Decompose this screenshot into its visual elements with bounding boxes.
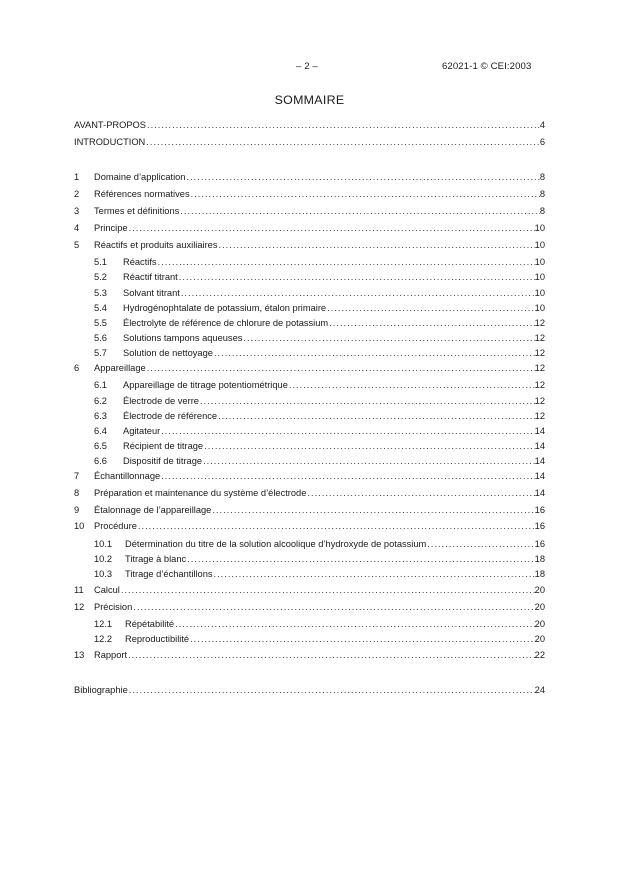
toc-entry-label: Bibliographie	[74, 685, 128, 695]
toc-entry-label: Réactif titrant	[123, 272, 178, 282]
dot-leader	[219, 238, 535, 252]
toc-entry[interactable]	[74, 503, 545, 517]
dot-leader	[204, 439, 535, 453]
toc-entry[interactable]	[74, 519, 545, 533]
toc-entry-page: 12	[534, 333, 545, 343]
toc-entry[interactable]	[74, 187, 545, 201]
toc-entry[interactable]	[74, 632, 545, 646]
toc-entry[interactable]	[74, 683, 545, 697]
toc-entry-page: 12	[534, 411, 545, 421]
dot-leader	[203, 454, 535, 468]
toc-entry-label: Dispositif de titrage	[123, 456, 203, 466]
toc-entry-page: 14	[534, 441, 545, 451]
toc-entry[interactable]	[74, 204, 545, 218]
toc-entry-label: Hydrogénophtalate de potassium, étalon primaire	[123, 303, 327, 313]
toc-entry-label: Calcul	[94, 585, 120, 595]
toc-entry-page: 20	[534, 619, 545, 629]
toc-entry[interactable]	[74, 394, 545, 408]
toc-entry-label: Étalonnage de l’appareillage	[94, 505, 212, 515]
toc-entry-number: 5.5	[94, 318, 107, 328]
toc-entry-page: 12	[534, 380, 545, 390]
document-reference: 62021-1 © CEI:2003	[442, 61, 532, 72]
toc-entry-page: 10	[534, 288, 545, 298]
toc-entry-number: 2	[74, 189, 80, 199]
dot-leader	[180, 204, 540, 218]
dot-leader	[187, 552, 535, 566]
toc-entry-page: 20	[534, 634, 545, 644]
dot-leader	[327, 301, 535, 315]
toc-entry-label: Procédure	[94, 521, 137, 531]
toc-entry-number: 5.2	[94, 272, 107, 282]
toc-entry[interactable]	[74, 255, 545, 269]
toc-entry[interactable]	[74, 648, 545, 662]
dot-leader	[175, 617, 535, 631]
toc-entry[interactable]	[74, 286, 545, 300]
toc-entry-page: 12	[534, 396, 545, 406]
toc-entry-label: Rapport	[94, 650, 128, 660]
toc-entry[interactable]	[74, 361, 545, 375]
toc-entry-page: 14	[534, 471, 545, 481]
toc-entry-page: 16	[534, 521, 545, 531]
toc-entry[interactable]	[74, 469, 545, 483]
dot-leader	[214, 567, 535, 581]
dot-leader	[427, 537, 534, 551]
toc-entry-label: Agitateur	[123, 426, 161, 436]
dot-leader	[212, 503, 534, 517]
toc-entry-page: 10	[534, 257, 545, 267]
toc-entry-label: AVANT-PROPOS	[74, 120, 146, 130]
toc-entry-page: 12	[534, 318, 545, 328]
toc-entry-page: 16	[534, 505, 545, 515]
toc-entry-label: Électrode de verre	[123, 396, 199, 406]
toc-entry-page: 24	[534, 685, 545, 695]
toc-entry-label: Solutions tampons aqueuses	[123, 333, 243, 343]
toc-entry-label: Appareillage de titrage potentiométrique	[123, 380, 288, 390]
dot-leader	[191, 187, 540, 201]
dot-leader	[179, 270, 535, 284]
page-title: SOMMAIRE	[274, 93, 345, 107]
dot-leader	[214, 346, 535, 360]
toc-entry-number: 12.2	[94, 634, 113, 644]
toc-entry-page: 20	[534, 602, 545, 612]
toc-entry-label: Domaine d’application	[94, 172, 186, 182]
dot-leader	[218, 409, 535, 423]
toc-entry-page: 10	[534, 303, 545, 313]
dot-leader	[161, 469, 534, 483]
dot-leader	[147, 118, 540, 132]
toc-entry[interactable]	[74, 118, 545, 132]
page-number: – 2 –	[296, 61, 318, 72]
toc-entry-page: 16	[534, 539, 545, 549]
toc-entry-page: 18	[534, 569, 545, 579]
toc-entry-number: 11	[74, 585, 84, 595]
toc-entry[interactable]	[74, 378, 545, 392]
toc-entry-number: 3	[74, 206, 80, 216]
dot-leader	[161, 424, 534, 438]
toc-entry-number: 10	[74, 521, 85, 531]
toc-entry-label: Réactifs	[123, 257, 157, 267]
toc-entry-number: 5.4	[94, 303, 107, 313]
toc-entry-page: 18	[534, 554, 545, 564]
toc-entry-number: 5.6	[94, 333, 107, 343]
dot-leader	[147, 361, 535, 375]
toc-entry-number: 5.3	[94, 288, 107, 298]
dot-leader	[186, 170, 539, 184]
toc-entry-page: 20	[534, 585, 545, 595]
toc-entry[interactable]	[74, 221, 545, 235]
toc-entry-number: 1	[74, 172, 80, 182]
toc-entry-page: 10	[534, 240, 545, 250]
toc-entry[interactable]	[74, 409, 545, 423]
toc-entry-label: Réactifs et produits auxiliaires	[94, 240, 218, 250]
dot-leader	[190, 632, 535, 646]
toc-entry[interactable]	[74, 454, 545, 468]
toc-entry-number: 5.7	[94, 348, 107, 358]
toc-entry-label: INTRODUCTION	[74, 137, 146, 147]
toc-entry-page: 8	[539, 172, 545, 182]
dot-leader	[128, 648, 535, 662]
dot-leader	[129, 683, 535, 697]
toc-entry-label: Solvant titrant	[123, 288, 180, 298]
toc-entry-number: 6.5	[94, 441, 107, 451]
toc-entry-label: Principe	[94, 223, 128, 233]
toc-entry-number: 10.1	[94, 539, 113, 549]
toc-entry-label: Titrage d’échantillons	[125, 569, 213, 579]
toc-entry-number: 6.6	[94, 456, 107, 466]
toc-entry-number: 5	[74, 240, 80, 250]
toc-entry[interactable]	[74, 486, 545, 500]
toc-entry-number: 6.3	[94, 411, 107, 421]
toc-entry-page: 14	[534, 488, 545, 498]
dot-leader	[129, 221, 535, 235]
toc-entry-label: Électrolyte de référence de chlorure de potassium	[123, 318, 329, 328]
toc-entry-page: 12	[534, 363, 545, 373]
toc-entry-page: 8	[539, 189, 545, 199]
toc-entry-page: 14	[534, 426, 545, 436]
toc-entry[interactable]	[74, 567, 545, 581]
toc-entry-page: 12	[534, 348, 545, 358]
dot-leader	[133, 600, 534, 614]
toc-entry[interactable]	[74, 270, 545, 284]
toc-entry[interactable]	[74, 552, 545, 566]
toc-entry-label: Électrode de référence	[123, 411, 218, 421]
toc-entry[interactable]	[74, 170, 545, 184]
toc-entry-label: Précision	[94, 602, 133, 612]
toc-entry-page: 8	[539, 206, 545, 216]
dot-leader	[200, 394, 535, 408]
toc-entry-number: 7	[74, 471, 80, 481]
dot-leader	[121, 583, 535, 597]
dot-leader	[307, 486, 534, 500]
toc-entry-number: 6	[74, 363, 80, 373]
dot-leader	[289, 378, 535, 392]
toc-entry-number: 6.2	[94, 396, 107, 406]
toc-entry[interactable]	[74, 301, 545, 315]
toc-entry[interactable]	[74, 346, 545, 360]
toc-entry-page: 10	[534, 272, 545, 282]
toc-entry[interactable]	[74, 600, 545, 614]
toc-entry-label: Récipient de titrage	[123, 441, 204, 451]
toc-entry-number: 9	[74, 505, 80, 515]
toc-entry-label: Solution de nettoyage	[123, 348, 213, 358]
toc-entry-number: 12	[74, 602, 85, 612]
toc-entry-label: Références normatives	[94, 189, 190, 199]
toc-entry-number: 12.1	[94, 619, 113, 629]
toc-entry-number: 4	[74, 223, 80, 233]
dot-leader	[146, 135, 540, 149]
toc-entry-label: Détermination du titre de la solution alcoolique d’hydroxyde de potassium	[125, 539, 427, 549]
toc-entry[interactable]	[74, 316, 545, 330]
toc-entry[interactable]	[74, 617, 545, 631]
toc-entry-label: Échantillonnage	[94, 471, 161, 481]
toc-entry-number: 5.1	[94, 257, 107, 267]
toc-entry[interactable]	[74, 583, 545, 597]
dot-leader	[138, 519, 535, 533]
dot-leader	[329, 316, 534, 330]
toc-entry-page: 14	[534, 456, 545, 466]
toc-entry-label: Appareillage	[94, 363, 146, 373]
toc-entry-number: 10.3	[94, 569, 113, 579]
toc-entry-label: Termes et définitions	[94, 206, 180, 216]
toc-entry-number: 6.4	[94, 426, 107, 436]
dot-leader	[243, 331, 534, 345]
toc-entry[interactable]	[74, 135, 545, 149]
toc-entry-page: 6	[539, 137, 545, 147]
dot-leader	[158, 255, 535, 269]
toc-entry[interactable]	[74, 439, 545, 453]
toc-entry-number: 10.2	[94, 554, 113, 564]
toc-entry-page: 22	[534, 650, 545, 660]
toc-entry-label: Préparation et maintenance du système d’électrode	[94, 488, 307, 498]
toc-entry[interactable]	[74, 424, 545, 438]
toc-entry-label: Titrage à blanc	[125, 554, 187, 564]
dot-leader	[181, 286, 535, 300]
toc-entry[interactable]	[74, 331, 545, 345]
toc-entry-page: 10	[534, 223, 545, 233]
toc-entry-number: 13	[74, 650, 85, 660]
toc-entry[interactable]	[74, 238, 545, 252]
toc-entry-label: Répétabilité	[125, 619, 175, 629]
toc-entry-number: 8	[74, 488, 80, 498]
toc-entry-page: 4	[539, 120, 545, 130]
toc-entry-label: Reproductibilité	[125, 634, 190, 644]
toc-entry[interactable]	[74, 537, 545, 551]
toc-entry-number: 6.1	[94, 380, 107, 390]
